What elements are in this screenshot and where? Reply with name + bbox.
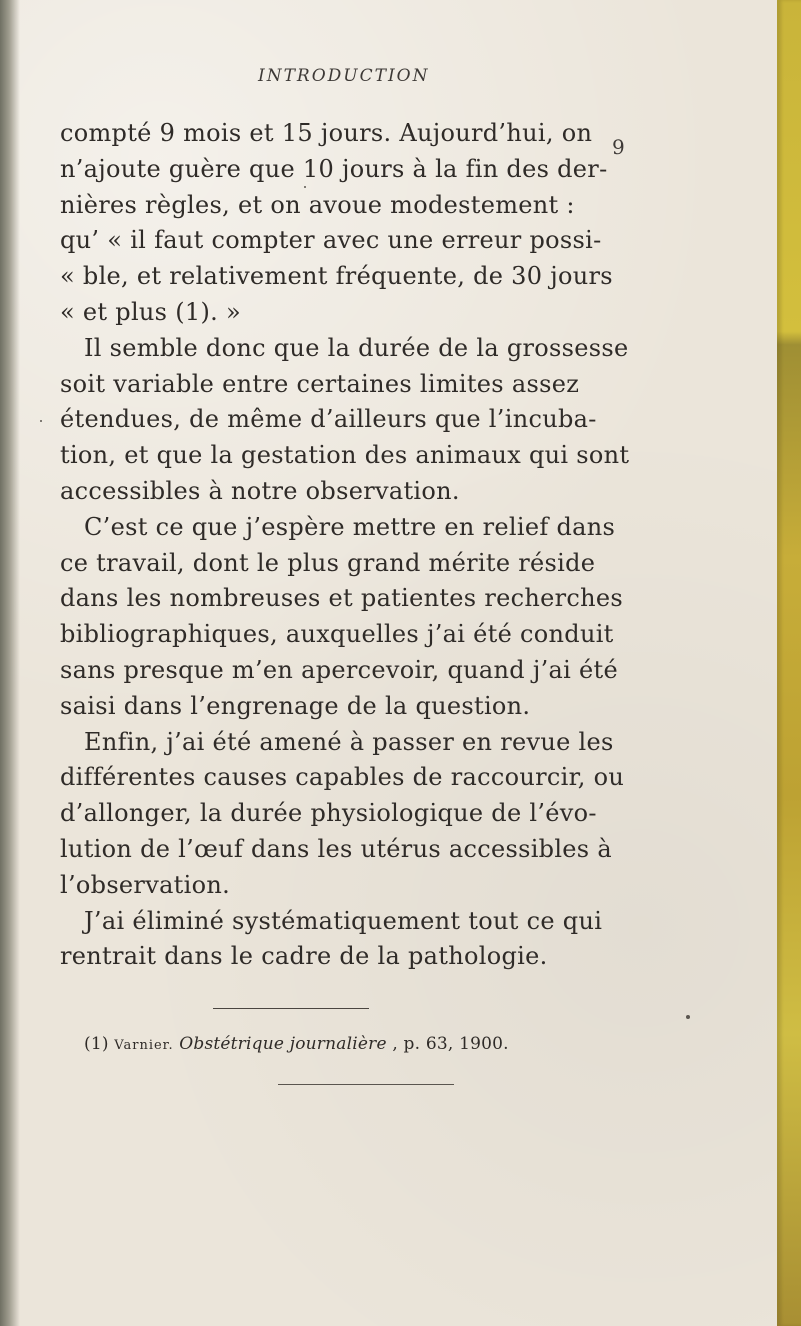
text-line: l’observation.	[60, 870, 231, 899]
text-line: J’ai éliminé systématiquement tout ce qui	[84, 906, 603, 935]
footnote-rest: , p. 63, 1900.	[392, 1034, 509, 1054]
text-line: tion, et que la gestation des animaux qui sont	[60, 441, 630, 470]
running-title: INTRODUCTION	[258, 66, 430, 86]
text-line: ce travail, dont le plus grand mérite réside	[60, 548, 596, 577]
footnote-bottom-rule	[278, 1084, 454, 1085]
ink-speck	[40, 420, 42, 422]
text-line: d’allonger, la durée physiologique de l’évo-	[60, 799, 597, 828]
footnote-title: Obstétrique journalière	[179, 1034, 387, 1054]
ink-speck	[304, 186, 306, 188]
text-line: « ble, et relativement fréquente, de 30 jours	[60, 262, 613, 291]
text-line: saisi dans l’engrenage de la question.	[60, 691, 531, 720]
text-line: dans les nombreuses et patientes recherches	[60, 584, 624, 613]
text-line: « et plus (1). »	[60, 297, 241, 326]
text-line: sans presque m’en apercevoir, quand j’ai été	[60, 655, 618, 684]
text-line: qu’ « il faut compter avec une erreur possi-	[60, 226, 602, 255]
footnote-author: Varnier.	[114, 1038, 174, 1053]
text-line: accessibles à notre observation.	[60, 476, 460, 505]
text-line: Il semble donc que la durée de la grossesse	[84, 333, 629, 362]
text-line: rentrait dans le cadre de la pathologie.	[60, 942, 548, 971]
text-line: soit variable entre certaines limites assez	[60, 369, 580, 398]
text-line: bibliographiques, auxquelles j’ai été conduit	[60, 620, 614, 649]
binding-shadow	[0, 0, 20, 1326]
body-text	[60, 116, 700, 975]
page-number: 9	[612, 135, 625, 159]
text-line: Enfin, j’ai été amené à passer en revue les	[84, 727, 614, 756]
text-line: étendues, de même d’ailleurs que l’incuba-	[60, 405, 597, 434]
text-line: compté 9 mois et 15 jours. Aujourd’hui, on	[60, 119, 593, 147]
footnote	[84, 1034, 704, 1054]
text-line: différentes causes capables de raccourcir, ou	[60, 763, 625, 792]
text-line: C’est ce que j’espère mettre en relief dans	[84, 512, 616, 541]
page-edge	[777, 0, 801, 1326]
footnote-marker: (1)	[84, 1034, 109, 1054]
ink-speck	[686, 1015, 690, 1019]
footnote-separator	[213, 1008, 369, 1009]
text-line: lution de l’œuf dans les utérus accessibles à	[60, 834, 612, 863]
text-line: nières règles, et on avoue modestement :	[60, 190, 575, 219]
text-line: n’ajoute guère que 10 jours à la fin des der-	[60, 154, 608, 183]
